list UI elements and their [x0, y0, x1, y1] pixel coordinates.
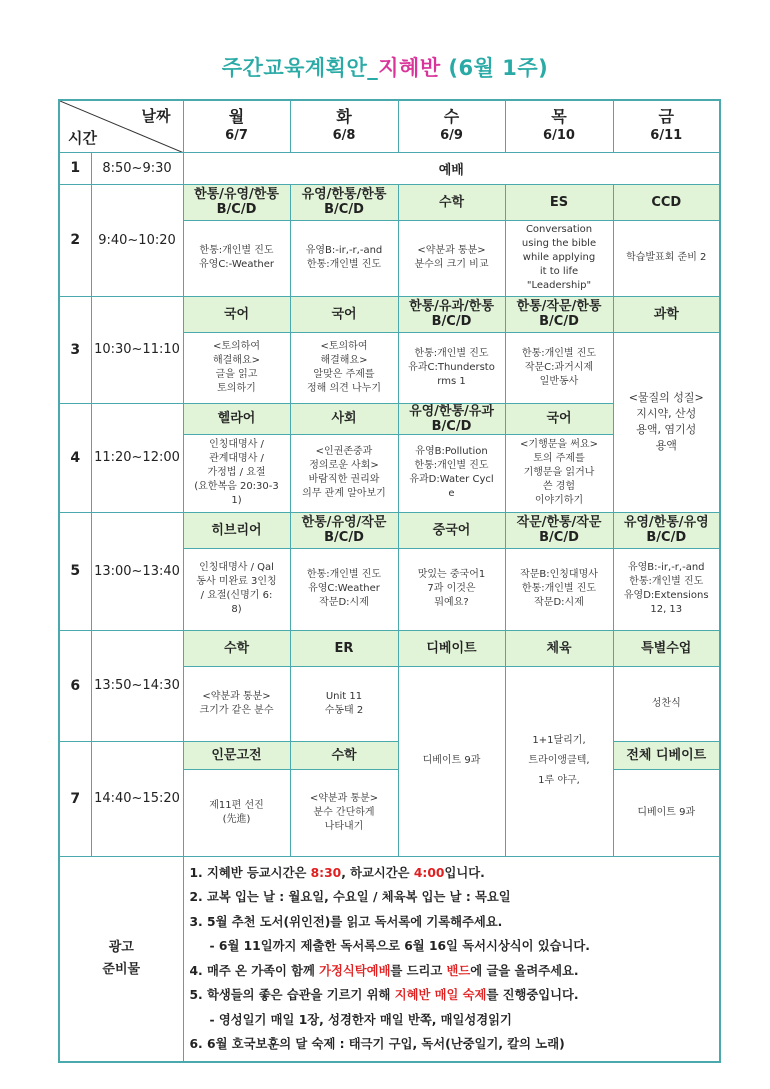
day-header-fri: 금 6/11 [613, 100, 720, 152]
subject-cell [290, 296, 398, 332]
subject-cell [505, 296, 613, 332]
lesson-desc [290, 434, 398, 512]
period-time: 14:40~15:20 [91, 741, 183, 856]
text-line: 유과C:Thundersto [408, 361, 495, 373]
day-header-mon: 월 6/7 [183, 100, 290, 152]
text-line: 국어 [546, 411, 572, 426]
period-number: 2 [59, 184, 91, 296]
text-line: 분수 간단하게 [313, 806, 375, 818]
notice-label: 광고 [108, 939, 134, 955]
corner-time-label: 시간 [68, 128, 97, 147]
text-line: 특별수업 [641, 640, 692, 656]
period-number: 3 [59, 296, 91, 403]
text-line: 한통:개인별 진도 [414, 460, 489, 471]
notice-label-cell [59, 856, 183, 1062]
text-line: Unit 11 [325, 690, 363, 702]
text-line: 해결해요> [320, 354, 368, 366]
text-line: B/C/D [539, 530, 579, 545]
lesson-desc [398, 666, 505, 856]
corner-cell [59, 100, 183, 152]
text-line: 한통:개인별 진도 [521, 347, 597, 359]
text-line: 국어 [331, 306, 357, 322]
text-line: 성찬식 [651, 697, 681, 709]
text-line: 디베이트 [426, 640, 477, 656]
text-line: 수학 [223, 640, 250, 656]
text-line: 한통:개인별 진도 [414, 347, 489, 359]
text-line: 작문D:시제 [319, 597, 369, 608]
text-line: <토의하여 [320, 340, 368, 352]
lesson-desc [613, 769, 720, 856]
period-3-subject-row [59, 296, 720, 332]
text-line: B/C/D [324, 202, 364, 217]
text-line: using the bible [521, 238, 597, 249]
lesson-desc [183, 548, 290, 630]
text-line: <약분과 통분> [202, 690, 271, 702]
subject-cell [613, 630, 720, 666]
subject-cell [290, 512, 398, 548]
subject-cell [398, 296, 505, 332]
text-line: ES [549, 194, 569, 210]
text-line: Conversation [525, 224, 593, 235]
text-line: 유영/한통/한통 [301, 187, 387, 202]
notice-subitem: - 6월 11일까지 제출한 독서록으로 6월 16일 독서시상식이 있습니다. [209, 939, 590, 953]
notices-row [59, 856, 720, 1062]
text-line: <토의하여 [212, 340, 261, 352]
text-line: 관계대명사 / [209, 453, 264, 464]
text-line: 히브리어 [211, 522, 262, 538]
text-line: rms 1 [437, 375, 466, 387]
text-line: 일반동사 [539, 375, 579, 387]
text-line: 맛있는 중국어1 [417, 569, 486, 580]
text-line: 전체 디베이트 [626, 747, 707, 763]
lesson-desc [505, 332, 613, 403]
subject-cell [398, 512, 505, 548]
text-line: 알맞은 주제를 [313, 368, 375, 380]
text-line: 유영B:Pollution [415, 446, 488, 457]
period-number: 7 [59, 741, 91, 856]
period-time: 13:00~13:40 [91, 512, 183, 630]
text-line: 제11편 선진 [209, 799, 264, 811]
subject-cell [505, 512, 613, 548]
text-line: 정의로운 사회> [309, 460, 379, 471]
text-line: (先進) [222, 813, 251, 825]
text-line: 한통:개인별 진도 [629, 576, 704, 587]
text-line: (요한복음 20:30-3 [194, 481, 279, 492]
lesson-desc [183, 434, 290, 512]
subject-cell [505, 184, 613, 220]
subject-cell [290, 741, 398, 769]
subject-cell [398, 630, 505, 666]
subject-cell [183, 403, 290, 434]
text-line: B/C/D [431, 314, 472, 329]
day-header-tue: 화 6/8 [290, 100, 398, 152]
notice-item: 2. 교복 입는 날 : 월요일, 수요일 / 체육복 입는 날 : 목요일 [189, 890, 511, 904]
period-number: 6 [59, 630, 91, 741]
text-line: 1루 야구, [538, 775, 580, 786]
text-line: 7과 이것은 [427, 583, 476, 594]
subject-cell [183, 630, 290, 666]
subject-cell [290, 403, 398, 434]
notice-item: 6. 6월 호국보훈의 달 숙제 : 태극기 구입, 독서(난중일기, 칼의 노래) [189, 1037, 565, 1051]
text-line: 쓴 경험 [542, 481, 576, 492]
period-time: 10:30~11:10 [91, 296, 183, 403]
lesson-desc [505, 666, 613, 856]
text-line: <기행문을 써요> [520, 439, 598, 450]
day-header-wed: 수 6/9 [398, 100, 505, 152]
text-line: 바람직한 권리와 [308, 474, 380, 485]
subject-cell [183, 184, 290, 220]
text-line: 1+1달리기, [532, 735, 586, 746]
text-line: 8) [231, 604, 242, 615]
text-line: it to life [539, 266, 579, 277]
lesson-desc [613, 548, 720, 630]
text-line: 의무 관계 알아보기 [302, 488, 386, 499]
text-line: 유영B:-ir,-r,-and [627, 562, 705, 573]
subject-cell [290, 630, 398, 666]
supplies-label: 준비물 [102, 961, 141, 977]
text-line: 수학 [331, 747, 357, 763]
text-line: 동사 미완료 3인칭 [196, 576, 277, 587]
text-line: 분수의 크기 비교 [414, 259, 489, 270]
text-line: / 요절(신명기 6: [200, 590, 273, 601]
lesson-desc [398, 332, 505, 403]
text-line: 지시약, 산성 [636, 407, 697, 420]
text-line: 토의하기 [217, 382, 256, 394]
text-line: 학습발표회 준비 2 [626, 252, 707, 263]
text-line: e [448, 488, 455, 499]
text-line: 나타내기 [324, 820, 364, 832]
lesson-desc [183, 769, 290, 856]
text-line: 정해 의견 나누기 [307, 382, 381, 394]
text-line: 유영C:Weather [308, 583, 380, 594]
text-line: 중국어 [432, 522, 471, 538]
period-time: 13:50~14:30 [91, 630, 183, 741]
text-line: ER [334, 640, 354, 656]
text-line: 한통/작문/한통 [516, 299, 602, 314]
text-line: 유과D:Water Cycl [409, 474, 494, 485]
weekly-plan-table [58, 99, 721, 1063]
text-line: B/C/D [216, 202, 257, 217]
subject-cell [183, 512, 290, 548]
text-line: 한통:개인별 진도 [521, 583, 597, 594]
text-line: 수학 [438, 194, 465, 210]
subject-cell [613, 512, 720, 548]
text-line: 과학 [653, 306, 679, 322]
corner-date-label: 날짜 [141, 107, 171, 125]
text-line: 한통/유과/한통 [409, 299, 494, 314]
title-class: 지혜반 [378, 56, 441, 80]
notice-subitem: - 영성일기 매일 1장, 성경한자 매일 반쪽, 매일성경읽기 [209, 1012, 512, 1027]
text-line: <인권존중과 [315, 446, 373, 457]
text-line: CCD [651, 194, 682, 210]
subject-cell [505, 403, 613, 434]
text-line: 1) [231, 495, 242, 506]
text-line: 이야기하기 [534, 495, 584, 506]
day-header-thu: 목 6/10 [505, 100, 613, 152]
lesson-desc [183, 332, 290, 403]
notice-item: 4. 매주 온 가족이 함께 가정식탁예배를 드리고 밴드에 글을 올려주세요. [189, 963, 579, 978]
lesson-desc [505, 220, 613, 296]
text-line: 인칭대명사 / [209, 439, 264, 450]
subject-cell [183, 296, 290, 332]
period-5-subject-row [59, 512, 720, 548]
subject-cell [398, 403, 505, 434]
title-main: 주간교육계획안_ [221, 56, 379, 80]
text-line: 12, 13 [650, 604, 683, 615]
text-line: 인칭대명사 / Qal [199, 562, 274, 573]
period-2-subject-row [59, 184, 720, 220]
notice-item: 5. 학생들의 좋은 습관을 기르기 위해 지혜반 매일 숙제를 진행중입니다. [189, 988, 579, 1002]
text-line: 디베이트 9과 [637, 806, 696, 818]
text-line: while applying [522, 252, 596, 263]
subject-cell [398, 184, 505, 220]
text-line: 한통/유영/한통 [194, 187, 279, 202]
text-line: 기행문을 읽거나 [523, 467, 595, 478]
subject-cell [613, 741, 720, 769]
text-line: 크기가 같은 분수 [199, 704, 274, 716]
subject-cell [290, 184, 398, 220]
period-number: 5 [59, 512, 91, 630]
text-line: 용액 [655, 439, 677, 452]
period-number: 4 [59, 403, 91, 512]
text-line: B/C/D [646, 530, 687, 545]
notice-item: 3. 5월 추천 도서(위인전)를 읽고 독서록에 기록해주세요. [189, 914, 503, 929]
lesson-desc [398, 434, 505, 512]
text-line: 한통:개인별 진도 [306, 569, 382, 580]
text-line: 한통:개인별 진도 [199, 245, 274, 256]
lesson-desc [183, 666, 290, 741]
text-line: 작문D:시제 [534, 597, 584, 608]
lesson-desc [290, 666, 398, 741]
text-line: B/C/D [539, 314, 579, 329]
lesson-desc [290, 220, 398, 296]
text-line: 유영/한통/유영 [623, 515, 709, 530]
text-line: <물질의 성질> [628, 391, 704, 404]
text-line: 헬라어 [217, 411, 256, 426]
notices-cell [183, 856, 720, 1062]
lesson-desc [398, 548, 505, 630]
text-line: 가정법 / 요절 [207, 467, 266, 478]
text-line: 인문고전 [211, 747, 262, 763]
text-line: 유영B:-ir,-r,-and [305, 245, 383, 256]
lesson-desc [613, 332, 720, 512]
page-title [0, 52, 770, 82]
text-line: 글을 읽고 [215, 368, 258, 380]
period-number: 1 [59, 152, 91, 184]
subject-cell [613, 184, 720, 220]
text-line: 유영D:Extensions [623, 590, 709, 601]
text-line: 뭐예요? [434, 597, 469, 608]
text-line: B/C/D [324, 530, 364, 545]
lesson-desc [183, 220, 290, 296]
lesson-desc [290, 548, 398, 630]
text-line: B/C/D [431, 418, 472, 434]
text-line: 한통/유영/작문 [301, 515, 387, 530]
lesson-desc [505, 434, 613, 512]
lesson-desc [290, 769, 398, 856]
text-line: 사회 [331, 411, 357, 426]
period-6-subject-row [59, 630, 720, 666]
text-line: <약분과 통분> [309, 792, 379, 804]
header-row [59, 100, 720, 152]
text-line: 작문/한통/작문 [516, 515, 602, 530]
period-time: 11:20~12:00 [91, 403, 183, 512]
worship-cell: 예배 [183, 152, 720, 184]
period-time: 9:40~10:20 [91, 184, 183, 296]
text-line: 유영/한통/유과 [409, 403, 494, 419]
title-week: (6월 1주) [440, 56, 549, 80]
subject-cell [183, 741, 290, 769]
lesson-desc [505, 548, 613, 630]
notice-item: 1. 지혜반 등교시간은 8:30, 하교시간은 4:00입니다. [189, 865, 485, 880]
text-line: <약분과 통분> [417, 245, 486, 256]
text-line: 디베이트 9과 [422, 755, 481, 766]
text-line: 작문C:과거시제 [524, 361, 594, 373]
period-time: 8:50~9:30 [91, 152, 183, 184]
text-line: 국어 [223, 306, 250, 322]
text-line: 체육 [546, 640, 572, 656]
period-7-subject-row [59, 741, 720, 769]
subject-cell [505, 630, 613, 666]
text-line: 트라이앵클텍, [528, 755, 590, 766]
text-line: 유영C:-Weather [199, 259, 274, 270]
period-1-row [59, 152, 720, 184]
text-line: 토의 주제를 [533, 453, 585, 464]
text-line: "Leadership" [526, 280, 592, 291]
lesson-desc [613, 666, 720, 741]
lesson-desc [398, 220, 505, 296]
text-line: 수동태 2 [324, 704, 364, 716]
subject-cell [613, 296, 720, 332]
lesson-desc [613, 220, 720, 296]
text-line: 용액, 염기성 [636, 423, 697, 436]
text-line: 한통:개인별 진도 [306, 259, 382, 270]
text-line: 해결해요> [212, 354, 261, 366]
lesson-desc [290, 332, 398, 403]
text-line: 작문B:인칭대명사 [520, 569, 598, 580]
